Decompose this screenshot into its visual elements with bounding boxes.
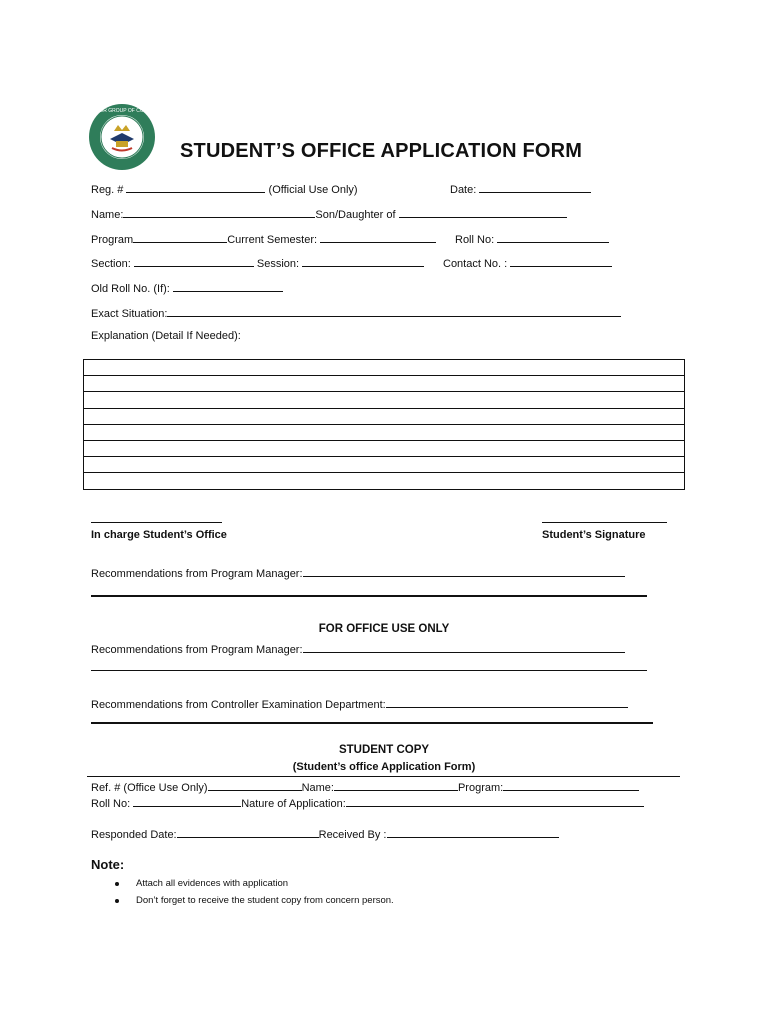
controller-recommendation-line-2[interactable]	[91, 722, 653, 724]
explanation-row[interactable]	[84, 441, 684, 457]
explanation-label: Explanation (Detail If Needed):	[91, 330, 241, 342]
bullet-icon	[115, 899, 119, 903]
note-heading: Note:	[91, 857, 125, 872]
student-copy-divider	[87, 776, 680, 777]
reg-input[interactable]	[126, 182, 265, 193]
explanation-row[interactable]	[84, 409, 684, 425]
nature-label: Nature of Application:	[241, 798, 346, 810]
session-label: Session:	[256, 258, 300, 270]
form-title: STUDENT’S OFFICE APPLICATION FORM	[180, 140, 583, 162]
explanation-row[interactable]	[84, 425, 684, 441]
program-label: Program	[91, 234, 134, 246]
old-roll-no-label: Old Roll No. (If):	[91, 283, 170, 295]
controller-recommendation-input[interactable]	[386, 697, 628, 708]
student-signature-label: Student’s Signature	[542, 529, 646, 541]
name-input[interactable]	[123, 207, 315, 218]
section-input[interactable]	[134, 256, 254, 267]
incharge-label: In charge Student’s Office	[91, 529, 227, 541]
roll-no-input[interactable]	[497, 232, 609, 243]
explanation-row[interactable]	[84, 457, 684, 473]
contact-no-input[interactable]	[510, 256, 612, 267]
pm-recommendation-input[interactable]	[303, 566, 625, 577]
date-input[interactable]	[479, 182, 591, 193]
responded-date-input[interactable]	[177, 827, 319, 838]
name-label: Name:	[91, 209, 124, 221]
ref-label: Ref. # (Office Use Only)	[91, 782, 208, 794]
copy-program-label: Program:	[457, 782, 504, 794]
copy-name-input[interactable]	[334, 780, 458, 791]
current-semester-label: Current Semester:	[227, 234, 318, 246]
controller-recommendation-label: Recommendations from Controller Examination Department:	[91, 699, 386, 711]
ref-input[interactable]	[208, 780, 302, 791]
note-item: Don’t forget to receive the student copy from concern person.	[136, 895, 394, 906]
office-use-heading: FOR OFFICE USE ONLY	[318, 623, 450, 635]
explanation-row[interactable]	[84, 473, 684, 489]
student-signature-line[interactable]	[542, 522, 667, 523]
copy-name-label: Name:	[301, 782, 334, 794]
exact-situation-input[interactable]	[167, 306, 621, 317]
bullet-icon	[115, 882, 119, 886]
college-logo	[80, 103, 164, 171]
pm-recommendation-line-2[interactable]	[91, 595, 647, 597]
nature-input[interactable]	[346, 796, 644, 807]
responded-date-label: Responded Date:	[91, 829, 177, 841]
current-semester-input[interactable]	[320, 232, 436, 243]
explanation-row[interactable]	[84, 392, 684, 408]
student-copy-subheading: (Student’s office Application Form)	[292, 761, 476, 773]
incharge-signature-line[interactable]	[91, 522, 222, 523]
section-label: Section:	[91, 258, 131, 270]
roll-no-label: Roll No:	[455, 234, 495, 246]
contact-no-label: Contact No. :	[443, 258, 508, 270]
program-input[interactable]	[133, 232, 227, 243]
old-roll-no-input[interactable]	[173, 281, 283, 292]
explanation-row[interactable]	[84, 360, 684, 376]
received-by-label: Received By :	[318, 829, 387, 841]
pm-recommendation-office-input[interactable]	[303, 642, 625, 653]
logo-text: SUPERIOR GROUP OF COLLEGES	[80, 108, 164, 114]
copy-roll-no-label: Roll No:	[91, 798, 131, 810]
reg-label: Reg. #	[91, 184, 124, 196]
pm-recommendation-label: Recommendations from Program Manager:	[91, 568, 303, 580]
received-by-input[interactable]	[387, 827, 559, 838]
copy-roll-no-input[interactable]	[133, 796, 241, 807]
note-item: Attach all evidences with application	[136, 878, 289, 889]
session-input[interactable]	[302, 256, 424, 267]
explanation-box[interactable]	[83, 359, 685, 490]
exact-situation-label: Exact Situation:	[91, 308, 168, 320]
son-daughter-input[interactable]	[399, 207, 567, 218]
copy-program-input[interactable]	[503, 780, 639, 791]
pm-recommendation-office-line-2[interactable]	[91, 670, 647, 671]
explanation-row[interactable]	[84, 376, 684, 392]
pm-recommendation-office-label: Recommendations from Program Manager:	[91, 644, 303, 656]
official-use-label: (Official Use Only)	[268, 184, 358, 196]
son-daughter-label: Son/Daughter of	[315, 209, 396, 221]
student-copy-heading: STUDENT COPY	[338, 744, 430, 756]
date-label: Date:	[450, 184, 477, 196]
reg-row	[91, 182, 358, 197]
